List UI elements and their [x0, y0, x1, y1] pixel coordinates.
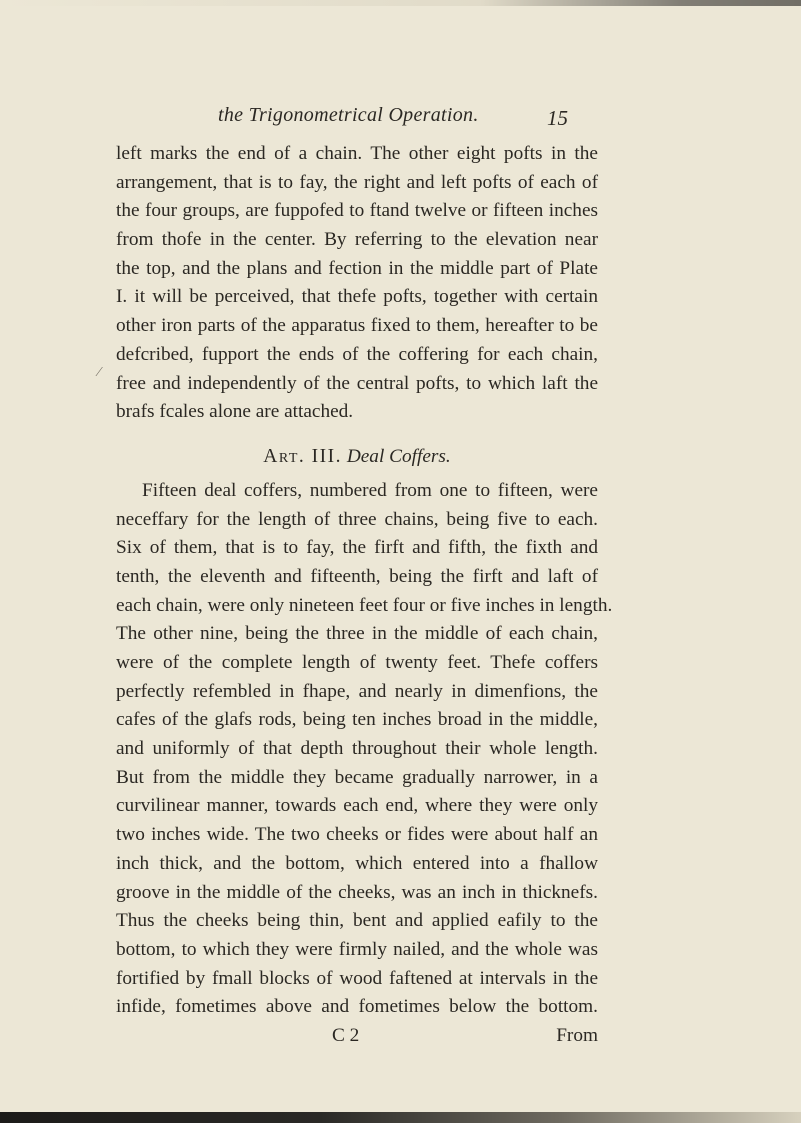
text-line: curvilinear manner, towards each end, where they were only — [116, 795, 598, 817]
page-footer — [116, 1022, 598, 1051]
text-line: brafs fcales alone are attached. — [116, 401, 354, 423]
text-line: infide, fometimes above and fometimes below the bottom. — [116, 996, 598, 1018]
text-line: neceffary for the length of three chains, being five to each. — [116, 508, 598, 530]
margin-mark: ⁄ — [98, 365, 101, 380]
text-line: groove in the middle of the cheeks, was an inch in thicknefs. — [116, 881, 598, 903]
text-line: Thus the cheeks being thin, bent and applied eafily to the — [116, 910, 598, 932]
text-line: left marks the end of a chain. The other eight pofts in the — [116, 143, 598, 164]
text-line: Fifteen deal coffers, numbered from one to fifteen, were — [142, 479, 598, 501]
body-text — [116, 140, 613, 1051]
text-line: perfectly refembled in fhape, and nearly in dimenfions, the — [116, 680, 598, 702]
page-bottom-edge — [0, 1112, 801, 1123]
text-line: other iron parts of the apparatus fixed to them, hereafter to be — [116, 315, 598, 337]
text-line: two inches wide. The two cheeks or fides were about half an — [116, 824, 598, 846]
text-line: fortified by fmall blocks of wood faftened at intervals in the — [116, 967, 598, 989]
catchword: From — [556, 1024, 598, 1046]
section-title: Deal Coffers. — [346, 445, 451, 467]
section-number: Art. III. — [263, 445, 342, 467]
page-number: 15 — [547, 106, 568, 130]
paragraph-2 — [116, 477, 613, 1022]
paragraph-1 — [116, 140, 598, 427]
text-line: inch thick, and the bottom, which entered into a fhallow — [116, 852, 598, 874]
text-line: each chain, were only nineteen feet four or five inches in length. — [116, 594, 613, 616]
page-top-edge — [0, 0, 801, 6]
text-line: free and independently of the central pofts, to which laft the — [116, 372, 598, 394]
text-line: the four groups, are fuppofed to ftand twelve or fifteen inches — [116, 200, 598, 222]
text-line: and uniformly of that depth throughout their whole length. — [116, 738, 598, 760]
text-line: I. it will be perceived, that thefe pofts, together with certain — [116, 286, 598, 308]
text-line: arrangement, that is to fay, the right and left pofts of each of — [116, 171, 598, 193]
text-line: tenth, the eleventh and fifteenth, being the firft and laft of — [116, 565, 598, 587]
text-line: cafes of the glafs rods, being ten inches broad in the middle, — [116, 709, 598, 731]
text-line: bottom, to which they were firmly nailed, and the whole was — [116, 938, 598, 960]
text-line: defcribed, fupport the ends of the coffering for each chain, — [116, 343, 598, 365]
text-line: were of the complete length of twenty feet. Thefe coffers — [116, 652, 598, 673]
section-heading — [116, 437, 598, 477]
signature-mark: C 2 — [332, 1024, 360, 1046]
text-line: But from the middle they became gradually narrower, in a — [116, 766, 598, 788]
text-line: from thofe in the center. By referring to the elevation near — [116, 229, 598, 251]
text-line: the top, and the plans and fection in the middle part of Plate — [116, 257, 598, 279]
running-head — [0, 104, 801, 134]
running-title: the Trigonometrical Operation. — [218, 104, 479, 126]
text-line: The other nine, being the three in the middle of each chain, — [116, 623, 598, 645]
text-line: Six of them, that is to fay, the firft and fifth, the fixth and — [116, 537, 598, 559]
